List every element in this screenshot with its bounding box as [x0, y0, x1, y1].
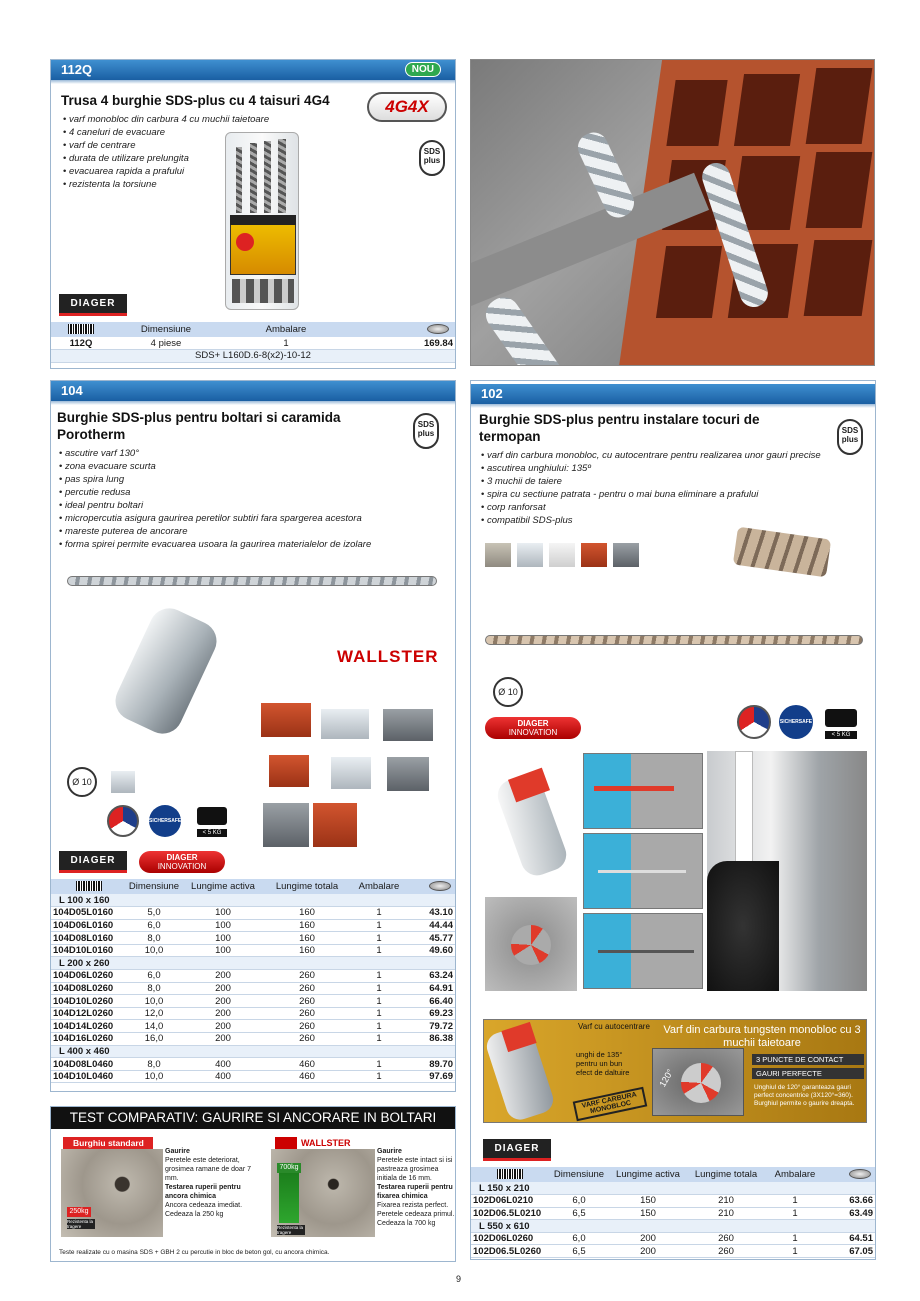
- brick-image: [261, 703, 311, 737]
- feature-list: [59, 447, 449, 551]
- feature-list: [481, 449, 871, 527]
- block-image: [331, 757, 371, 789]
- price-coins-icon: [427, 324, 449, 334]
- column-header-total-length: Lungime totala: [265, 879, 349, 894]
- page-number: 9: [456, 1274, 462, 1284]
- table-row: 104D08L0160 8,0 100 160 1 45.77: [53, 932, 453, 944]
- barcode-icon: [497, 1169, 523, 1179]
- table-row: 104D08L0260 8,0 200 260 1 64.91: [53, 982, 453, 994]
- product-code: 112Q: [61, 62, 93, 77]
- feature-item: • ideal pentru boltari: [59, 499, 449, 512]
- material-icon-block: [517, 543, 543, 567]
- three-edge-tip-diagram: [485, 897, 577, 991]
- table-row: 104D14L0260 14,0 200 260 1 79.72: [53, 1020, 453, 1032]
- barcode-icon: [76, 881, 102, 891]
- column-header-active-length: Lungime activa: [609, 1167, 687, 1182]
- carbide-tip-banner: [483, 1019, 867, 1123]
- table-row: 104D08L0460 8,0 400 460 1 89.70: [53, 1058, 453, 1070]
- column-header-active-length: Lungime activa: [181, 879, 265, 894]
- column-header-packaging: Ambalare: [349, 879, 409, 894]
- angle-135-label: unghi de 135° pentru un bun efect de daltuire: [576, 1050, 630, 1077]
- sichersafe-icon: SICHERSAFE: [779, 705, 813, 739]
- france-quality-icon: [737, 705, 771, 739]
- tip-cross-section: [652, 1048, 744, 1116]
- table-group-row: L 200 x 260: [51, 957, 455, 970]
- material-icon-brick: [581, 543, 607, 567]
- angle-note: Unghiul de 120° garanteaza gauri perfect concentrice (3X120°=360). Burghiul permite o gaurire dreapta.: [754, 1084, 855, 1107]
- drill-tip-closeup-image: [91, 611, 221, 751]
- feature-item: • varf monobloc din carbura 4 cu muchii taietoare: [63, 113, 293, 126]
- brick-image: [269, 755, 309, 787]
- wallster-logo: WALLSTER: [337, 647, 439, 666]
- hammer-drill-icon: [825, 709, 857, 727]
- column-header-packaging: Ambalare: [221, 322, 351, 337]
- table-row: 104D06L0160 6,0 100 160 1 44.44: [53, 919, 453, 931]
- drill-bit-image: [485, 635, 863, 645]
- self-centering-tip-label: Varf cu autocentrare: [578, 1022, 650, 1031]
- brick-image: [313, 803, 357, 847]
- product-header-bar: [51, 381, 455, 401]
- table-row: 102D06.5L0210 6,5 150 210 1 63.49: [473, 1207, 873, 1219]
- diager-innovation-logo: DIAGER INNOVATION: [139, 851, 225, 873]
- product-title: Trusa 4 burghie SDS-plus cu 4 taisuri 4G4: [61, 93, 330, 108]
- product-header-bar: [51, 60, 455, 80]
- price-coins-icon: [849, 1169, 871, 1179]
- column-header-dimension: Dimensiune: [111, 322, 221, 337]
- product-header-bar: [471, 384, 875, 404]
- feature-item: • rezistenta la torsiune: [63, 178, 293, 191]
- diager-logo: DIAGER: [59, 851, 127, 873]
- table-group-row: L 400 x 460: [51, 1045, 455, 1058]
- product-104-panel: [50, 380, 456, 1092]
- france-quality-icon: [107, 805, 139, 837]
- feature-item: • ascutire varf 130°: [59, 447, 449, 460]
- diager-innovation-logo: DIAGER INNOVATION: [485, 717, 581, 739]
- feature-item: • mareste puterea de ancorare: [59, 525, 449, 538]
- feature-item: • micropercutia asigura gaurirea peretilor subtiri fara spargerea acestora: [59, 512, 449, 525]
- table-row: 104D05L0160 5,0 100 160 1 43.10: [53, 907, 453, 919]
- product-table: [471, 1167, 875, 1258]
- sichersafe-icon: SICHERSAFE: [149, 805, 181, 837]
- new-badge: NOU: [405, 62, 441, 77]
- drill-tip-image: [733, 527, 831, 578]
- product-102-panel: [470, 380, 876, 1260]
- feature-item: • 3 muchii de taiere: [481, 475, 871, 488]
- wallster-test-label: WALLSTER: [275, 1137, 355, 1149]
- weight-label: < 5 KG: [197, 829, 227, 837]
- table-row: 102D06L0210 6,0 150 210 1 63.66: [473, 1195, 873, 1207]
- feature-item: • forma spirei permite evacuarea usoara la gaurirea materialelor de izolare: [59, 538, 449, 551]
- drill-bit-image: [67, 576, 437, 586]
- installation-diagram-2: [583, 833, 703, 909]
- feature-item: • corp ranforsat: [481, 501, 871, 514]
- block-image: [321, 709, 369, 739]
- product-table: [51, 322, 455, 363]
- installation-diagram-3: [583, 913, 703, 989]
- table-row: 102D06L0260 6,0 200 260 1 64.51: [473, 1233, 873, 1245]
- product-code: 102: [481, 386, 503, 401]
- feature-item: • ascutirea unghiului: 135º: [481, 462, 871, 475]
- feature-item: • varf de centrare: [63, 139, 293, 152]
- comparison-test-panel: [50, 1106, 456, 1262]
- weight-700kg-label: 700kg: [277, 1163, 301, 1173]
- feature-item: • zona evacuare scurta: [59, 460, 449, 473]
- feature-item: • pas spira lung: [59, 473, 449, 486]
- table-row: 104D10L0260 10,0 200 260 1 66.40: [53, 995, 453, 1007]
- window-installation-photo: [707, 751, 867, 991]
- table-row: 104D10L0460 10,0 400 460 1 97.69: [53, 1071, 453, 1083]
- contact-points-tag: 3 PUNCTE DE CONTACT: [752, 1054, 864, 1065]
- sds-plus-icon: SDS plus: [837, 419, 863, 455]
- column-header-dimension: Dimensiune: [549, 1167, 609, 1182]
- drill-tip-render: [485, 755, 577, 883]
- feature-item: • compatibil SDS-plus: [481, 514, 871, 527]
- block-image: [383, 709, 433, 741]
- standard-test-text: Gaurire Peretele este deteriorat, grosimea ramane de doar 7 mm. Testarea ruperii pentru ancora chimica Ancora cedeaza imediat. Cedeaza la 250 kg: [165, 1148, 251, 1218]
- angle-120-label: 120°: [657, 1067, 676, 1089]
- table-row: 104D10L0160 10,0 100 160 1 49.60: [53, 945, 453, 957]
- table-row: 104D06L0260 6,0 200 260 1 63.24: [53, 970, 453, 982]
- table-group-row: L 150 x 210: [471, 1182, 875, 1195]
- column-header-packaging: Ambalare: [765, 1167, 825, 1182]
- block-image: [263, 803, 309, 847]
- weight-250kg-label: 250kg: [67, 1207, 91, 1217]
- feature-item: • evacuarea rapida a prafului: [63, 165, 293, 178]
- comparison-title: TEST COMPARATIV: GAURIRE SI ANCORARE IN BOLTARI: [51, 1107, 455, 1129]
- feature-item: • spira cu sectiune patrata - pentru o mai buna eliminare a prafului: [481, 488, 871, 501]
- product-title: Burghie SDS-plus pentru boltari si caramida Porotherm: [57, 410, 341, 442]
- diameter-icon: Ø 10: [67, 767, 97, 797]
- product-code: 104: [61, 383, 83, 398]
- product-title: Burghie SDS-plus pentru instalare tocuri de termopan: [479, 412, 760, 444]
- block-mini-icon: [111, 771, 135, 793]
- feature-item: • 4 caneluri de evacuare: [63, 126, 293, 139]
- wallster-test-photo: [271, 1149, 375, 1237]
- table-footer-row: SDS+ L160D.6-8(x2)-10-12: [51, 350, 455, 363]
- price-coins-icon: [429, 881, 451, 891]
- drill-set-pack-image: [225, 132, 299, 310]
- pull-resistance-caption: Rezistenta la tragere: [67, 1219, 94, 1229]
- carbide-monobloc-stamp: VARF CARBURA MONOBLOC: [573, 1087, 648, 1122]
- hammer-drill-icon: [197, 807, 227, 825]
- pull-resistance-caption: Rezistenta la tragere: [277, 1225, 304, 1235]
- product-112q-panel: [50, 59, 456, 369]
- barcode-icon: [68, 324, 94, 334]
- diameter-icon: Ø 10: [493, 677, 523, 707]
- feature-item: • durata de utilizare prelungita: [63, 152, 293, 165]
- diager-logo: DIAGER: [483, 1139, 551, 1161]
- table-row: 102D06.5L0260 6,5 200 260 1 67.05: [473, 1245, 873, 1257]
- feature-item: • percutie redusa: [59, 486, 449, 499]
- drill-in-brick-photo: [470, 59, 875, 366]
- banner-title: Varf din carbura tungsten monobloc cu 3 muchii taietoare: [663, 1024, 861, 1049]
- table-row: 104D16L0260 16,0 200 260 1 86.38: [53, 1033, 453, 1045]
- perfect-holes-tag: GAURI PERFECTE: [752, 1068, 864, 1079]
- sds-plus-icon: SDS plus: [413, 413, 439, 449]
- material-icon-stone: [549, 543, 575, 567]
- column-header-dimension: Dimensiune: [128, 881, 180, 892]
- feature-item: • varf din carbura monobloc, cu autocentrare pentru realizarea unor gauri precise: [481, 449, 871, 462]
- table-row: 104D12L0260 12,0 200 260 1 69.23: [53, 1008, 453, 1020]
- test-footnote: Teste realizate cu o masina SDS + GBH 2 cu percutie in bloc de beton gol, cu ancora chimica.: [59, 1249, 330, 1256]
- column-header-total-length: Lungime totala: [687, 1167, 765, 1182]
- block-image: [387, 757, 429, 791]
- material-icon-hollow-block: [613, 543, 639, 567]
- sds-plus-icon: SDS plus: [419, 140, 445, 176]
- table-row: 112Q 4 piese 1 169.84: [51, 337, 455, 350]
- standard-test-photo: [61, 1149, 163, 1237]
- diager-logo: DIAGER: [59, 294, 127, 316]
- 4g4x-logo: 4G4X: [367, 92, 447, 122]
- standard-drill-label: Burghiu standard: [63, 1137, 153, 1149]
- wallster-test-text: Gaurire Peretele este intact si isi pastreaza grosimea initiala de 16 mm. Testarea ruperii pentru fixarea chimica Fixarea rezista perfect. Peretele cedeaza primul. Cedeaza la 700 kg: [377, 1148, 455, 1227]
- material-icon-concrete: [485, 543, 511, 567]
- table-group-row: L 100 x 160: [51, 894, 455, 907]
- installation-diagram-1: [583, 753, 703, 829]
- table-group-row: L 550 x 610: [471, 1220, 875, 1233]
- product-table: [51, 879, 455, 1083]
- weight-label: < 5 KG: [825, 731, 857, 739]
